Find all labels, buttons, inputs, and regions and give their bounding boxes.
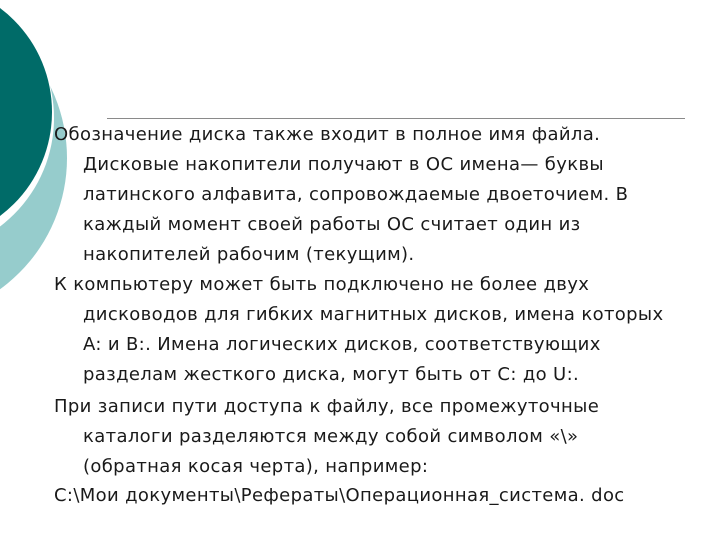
text-line: Обозначение диска также входит в полное имя файла.: [54, 124, 601, 145]
text-line: Дисковые накопители получают в ОС имена— буквы: [83, 154, 604, 175]
text-line: накопителей рабочим (текущим).: [83, 244, 415, 265]
paragraph-drive-designation: [54, 120, 628, 270]
path-example-line: C:\Мои документы\Рефераты\Операционная_система. doc: [54, 485, 625, 506]
text-line: разделам жесткого диска, могут быть от C: до U:.: [83, 364, 580, 385]
paragraph-floppy-drives: [54, 270, 663, 390]
text-line: каждый момент своей работы ОС считает один из: [83, 214, 581, 235]
paragraph-path-example: [54, 481, 625, 511]
text-line: (обратная косая черта), например:: [83, 456, 429, 477]
paragraph-path-separator: [54, 392, 599, 482]
text-line: A: и B:. Имена логических дисков, соответствующих: [83, 334, 601, 355]
text-line: К компьютеру может быть подключено не более двух: [54, 274, 590, 295]
text-line: латинского алфавита, сопровождаемые двоеточием. В: [83, 184, 629, 205]
text-line: При записи пути доступа к файлу, все промежуточные: [54, 396, 600, 417]
text-line: каталоги разделяются между собой символом «\»: [83, 426, 579, 447]
text-line: дисководов для гибких магнитных дисков, имена которых: [83, 304, 664, 325]
